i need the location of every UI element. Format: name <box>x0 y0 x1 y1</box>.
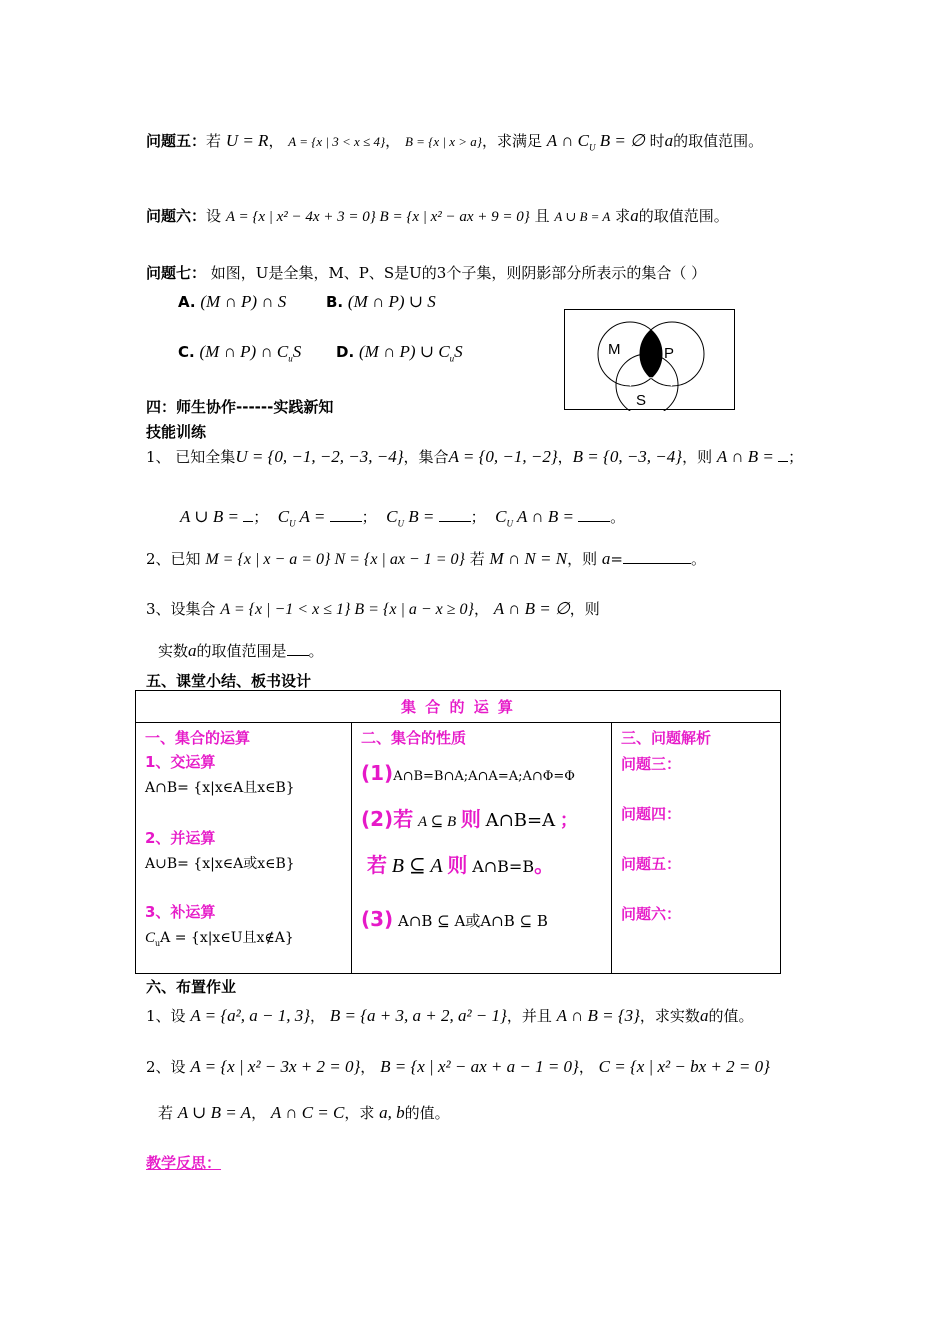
text: 求 <box>615 207 631 225</box>
property-3: (3) A∩B ⊆ A或A∩B ⊆ B <box>361 907 548 931</box>
answer-blank <box>330 521 362 522</box>
text: ， <box>268 132 284 150</box>
formula: a <box>664 131 674 150</box>
venn-diagram <box>564 309 736 411</box>
answer-blank <box>623 563 691 564</box>
section-5-title: 五、课堂小结、板书设计 <box>146 672 312 690</box>
exercise-3-line-2: 实数a的取值范围是 。 <box>158 641 324 660</box>
formula: A ∪ B = A <box>554 209 611 224</box>
option-a: A. (M ∩ P) ∩ S <box>178 292 287 311</box>
text: 若 <box>206 132 222 150</box>
text: 时 <box>649 132 665 150</box>
label-p: P <box>664 345 675 362</box>
property-2b: 若 B ⊆ A 则 A∩B=B。 <box>367 853 555 877</box>
formula: A = {x | x² − 4x + 3 = 0} B = {x | x² − ax + 9 = 0} <box>225 209 530 225</box>
problem-6 <box>146 205 729 226</box>
property-1: (1)A∩B=B∩A;A∩A=A;A∩Φ=Φ <box>361 761 575 785</box>
problem-7 <box>146 262 706 283</box>
text: ， <box>385 132 401 150</box>
summary-table <box>135 690 781 974</box>
column-operations <box>136 723 352 974</box>
section-4-subtitle: 技能训练 <box>146 423 207 441</box>
subheading: 3、补运算 <box>145 903 216 921</box>
formula: A = {x | 3 < x ≤ 4} <box>288 134 386 149</box>
problem-7-text: 如图，U是全集，M、P、S是U的3个子集，则阴影部分所表示的集合（ ） <box>210 264 707 282</box>
problem-7-label: 问题七： <box>146 264 207 282</box>
answer-blank <box>439 521 471 522</box>
property-2: (2)若 A ⊆ B 则 A∩B=A ； <box>361 807 578 831</box>
subheading: 2、并运算 <box>145 829 216 847</box>
homework-1: 1、设 A = {a², a − 1, 3}， B = {a + 3, a + 2, a² − 1}，并且 A ∩ B = {3}，求实数a的值。 <box>146 1006 754 1025</box>
formula: U = R <box>225 131 269 150</box>
text: ，求满足 <box>481 132 542 150</box>
option-c: C. (M ∩ P) ∩ $C_uS$ <box>178 342 302 364</box>
analysis-item: 问题六： <box>621 905 682 923</box>
formula: $C_uA$ = {x|x∈U且x∉A} <box>145 930 294 948</box>
subheading: 1、交运算 <box>145 753 216 771</box>
column-heading: 一、集合的运算 <box>145 729 251 747</box>
section-4-title: 四：师生协作------实践新知 <box>146 398 334 416</box>
option-b: B. (M ∩ P) ∪ S <box>326 292 436 311</box>
exercise-1: 1、 已知全集U = {0, −1, −2, −3, −4}，集合A = {0, −1, −2}，B = {0, −3, −4}，则 A ∩ B = ； <box>146 447 804 466</box>
column-properties <box>352 723 612 974</box>
exercise-3: 3、设集合 A = {x | −1 < x ≤ 1} B = {x | a − x ≥ 0}， A ∩ B = ∅，则 <box>146 599 600 618</box>
problem-5-label: 问题五： <box>146 132 207 150</box>
label-m: M <box>608 341 621 358</box>
text: 的取值范围。 <box>638 207 729 225</box>
analysis-item: 问题三： <box>621 755 682 773</box>
option-d: D. (M ∩ P) ∪ $C_uS$ <box>336 342 463 364</box>
exercise-2: 2、已知 M = {x | x − a = 0} N = {x | ax − 1 = 0} 若 M ∩ N = N，则 a= 。 <box>146 549 706 568</box>
formula: A ∩ $C_U$ B = ∅ <box>546 131 645 153</box>
text: 设 <box>206 207 222 225</box>
table-title-cell <box>136 691 781 723</box>
problem-6-label: 问题六： <box>146 207 207 225</box>
column-analysis <box>612 723 781 974</box>
answer-blank <box>243 521 253 522</box>
label-s: S <box>636 392 647 409</box>
answer-blank <box>778 461 788 462</box>
text: 且 <box>534 207 550 225</box>
problem-5 <box>146 130 763 152</box>
column-heading: 二、集合的性质 <box>361 729 467 747</box>
homework-2: 2、设 A = {x | x² − 3x + 2 = 0}， B = {x | x² − ax + a − 1 = 0}， C = {x | x² − bx + 2 = 0} <box>146 1057 770 1076</box>
text: 的取值范围。 <box>673 132 764 150</box>
analysis-item: 问题五： <box>621 855 682 873</box>
homework-2-line-2: 若 A ∪ B = A， A ∩ C = C，求 a, b的值。 <box>158 1103 450 1122</box>
analysis-item: 问题四： <box>621 805 682 823</box>
exercise-1-line-2: A ∪ B = ； $C_U$ A = ； $C_U$ B = ； $C_U$ A ∩ B = 。 <box>180 507 626 529</box>
formula: A∪B= {x|x∈A或x∈B} <box>145 856 295 872</box>
teaching-reflection: 教学反思： <box>146 1154 222 1172</box>
formula: A∩B= {x|x∈A且x∈B} <box>145 780 295 796</box>
formula: B = {x | x > a} <box>404 134 482 149</box>
answer-blank <box>287 655 309 656</box>
table-title: 集 合 的 运 算 <box>401 698 515 716</box>
section-6-title: 六、布置作业 <box>146 978 237 996</box>
formula: a <box>630 206 639 225</box>
answer-blank <box>578 521 610 522</box>
column-heading: 三、问题解析 <box>621 729 712 747</box>
